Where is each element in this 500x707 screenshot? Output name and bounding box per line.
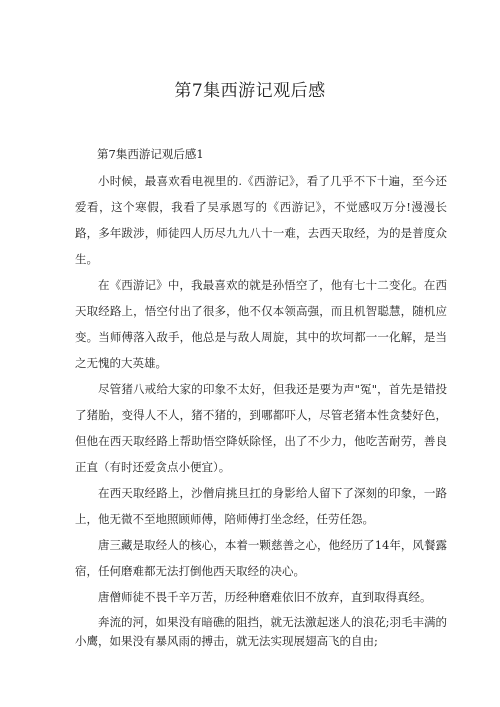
paragraph-zhu-bajie: 尽管猪八戒给大家的印象不太好，但我还是要为声"冤"，首先是错投了猪胎，变得人不人，猪不猪的，到哪都吓人，尽管老猪本性贪婪好色，但他在西天取经路上帮助悟空降妖除怪，出了不少力，他吃苦耐劳，善良正直（有时还爱贪点小便宜）。 (75, 382, 447, 474)
section-heading: 第7集西游记观后感1 (97, 147, 204, 161)
paragraph-sha-seng: 在西天取经路上，沙僧肩挑旦扛的身影给人留下了深刻的印象，一路上，他无微不至地照顾师傅，陪师傅打坐念经，任劳任怨。 (75, 486, 447, 526)
paragraph-tang-sanzang: 唐三藏是取经人的核心，本着一颗慈善之心，他经历了14年，风餐露宿，任何磨难都无法打倒他西天取经的决心。 (75, 538, 447, 578)
document-title: 第7集西游记观后感 (174, 81, 326, 101)
paragraph-perseverance: 唐僧师徒不畏千辛万苦，历经种磨难依旧不放弃，直到取得真经。 (98, 590, 432, 604)
document-body (75, 168, 447, 651)
paragraph-sun-wukong: 在《西游记》中，我最喜欢的就是孙悟空了，他有七十二变化。在西天取经路上，悟空付出了很多，他不仅本领高强，而且机智聪慧，随机应变。当师傅落入敌手，他总是与敌人周旋，其中的坎坷都一一化解，是当之无愧的大英雄。 (75, 278, 447, 370)
paragraph-childhood: 小时候，最喜欢看电视里的.《西游记》，看了几乎不下十遍，至今还爱看，这个寒假，我看了吴承恩写的《西游记》，不觉感叹万分!漫漫长路，多年跋涉，师徒四人历尽九九八十一难，去西天取经，为的是普度众生。 (75, 174, 447, 266)
paragraph-river-eagle: 奔流的河，如果没有暗礁的阻挡，就无法激起迷人的浪花;羽毛丰满的小鹰，如果没有暴风雨的搏击，就无法实现展翅高飞的自由; (75, 615, 447, 648)
